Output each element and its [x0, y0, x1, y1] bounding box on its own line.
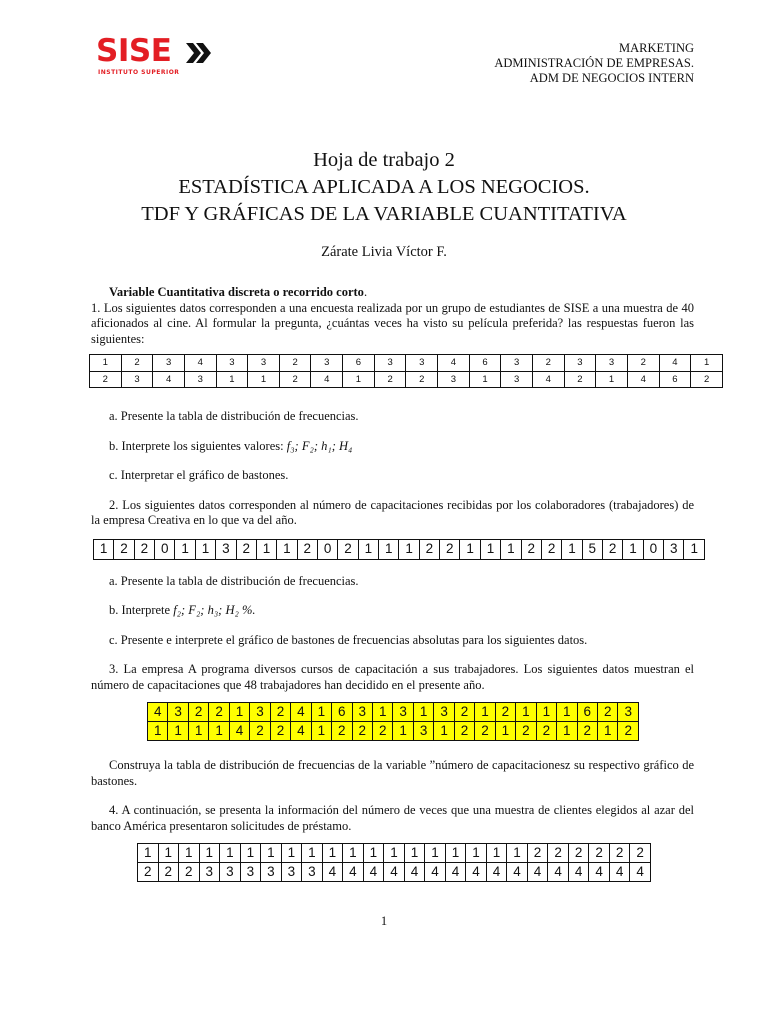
table-cell: 1	[445, 844, 466, 863]
table-cell: 1	[684, 539, 705, 559]
question-1-b	[91, 439, 694, 455]
table-cell: 3	[374, 355, 406, 372]
question-2-b	[91, 603, 694, 619]
table-cell: 2	[597, 703, 617, 722]
table-cell: 4	[466, 863, 487, 882]
table-cell: 1	[507, 844, 528, 863]
table-row	[148, 703, 639, 722]
table-cell: 3	[302, 863, 323, 882]
table-cell: 2	[440, 539, 460, 559]
table-cell: 1	[486, 844, 507, 863]
table-cell: 1	[536, 703, 556, 722]
table-cell: 3	[220, 863, 241, 882]
table-cell: 2	[618, 722, 639, 741]
course-header	[494, 41, 694, 86]
table-cell: 1	[199, 844, 220, 863]
table-cell: 1	[475, 703, 495, 722]
table-cell: 3	[216, 539, 236, 559]
table-cell: 1	[277, 539, 297, 559]
table-cell: 4	[322, 863, 343, 882]
table-cell: 1	[256, 539, 276, 559]
table-cell: 4	[291, 703, 311, 722]
question-2-b-math: f₂; F₂; h₃; H₂ %.	[173, 603, 256, 617]
table-cell: 2	[548, 844, 569, 863]
question-4-text: 4. A continuación, se presenta la información del número de veces que una muestra de clientes elegidos al azar del banco América presentaron solicitudes de préstamo.	[91, 803, 694, 833]
table-cell: 4	[291, 722, 311, 741]
table-cell: 4	[532, 371, 564, 388]
table-cell: 4	[445, 863, 466, 882]
table-cell: 2	[627, 355, 659, 372]
table-row	[148, 722, 639, 741]
table-cell: 2	[332, 722, 352, 741]
table-cell: 0	[317, 539, 337, 559]
question-1-text: 1. Los siguientes datos corresponden a una encuesta realizada por un grupo de estudiantes de SISE a una muestra de 40 aficionados al cine. Al formular la pregunta, ¿cuántas veces ha visto su película preferida? las respuestas fueron las siguientes:	[91, 300, 694, 346]
table-cell: 4	[311, 371, 343, 388]
title-line-3: TDF Y GRÁFICAS DE LA VARIABLE CUANTITATIVA	[141, 203, 627, 225]
question-1-c: c. Interpretar el gráfico de bastones.	[109, 468, 289, 482]
table-cell: 1	[343, 371, 375, 388]
table-cell: 2	[121, 355, 153, 372]
table-cell: 1	[480, 539, 500, 559]
table-cell: 4	[153, 371, 185, 388]
table-cell: 1	[322, 844, 343, 863]
header-line: ADM DE NEGOCIOS INTERN	[529, 71, 694, 85]
table-cell: 1	[460, 539, 480, 559]
table-cell: 2	[691, 371, 723, 388]
table-cell: 1	[195, 539, 215, 559]
table-cell: 3	[501, 355, 533, 372]
table-body	[138, 844, 651, 882]
table-cell: 2	[568, 844, 589, 863]
table-cell: 2	[179, 863, 200, 882]
table-cell: 3	[184, 371, 216, 388]
table-cell: 2	[406, 371, 438, 388]
table-cell: 4	[343, 863, 364, 882]
table-cell: 4	[659, 355, 691, 372]
table-cell: 4	[425, 863, 446, 882]
question-4-table	[137, 843, 651, 882]
table-cell: 1	[90, 355, 122, 372]
table-cell: 1	[516, 703, 536, 722]
table-cell: 4	[384, 863, 405, 882]
table-cell: 3	[352, 703, 372, 722]
table-cell: 1	[596, 371, 628, 388]
table-cell: 2	[236, 539, 256, 559]
table-cell: 4	[627, 371, 659, 388]
table-cell: 2	[297, 539, 317, 559]
table-cell: 1	[158, 844, 179, 863]
table-cell: 4	[589, 863, 610, 882]
table-cell: 2	[602, 539, 622, 559]
table-cell: 1	[399, 539, 419, 559]
table-cell: 4	[527, 863, 548, 882]
table-cell: 3	[618, 703, 639, 722]
table-cell: 2	[90, 371, 122, 388]
table-cell: 4	[507, 863, 528, 882]
table-cell: 3	[596, 355, 628, 372]
table-cell: 1	[240, 844, 261, 863]
table-cell: 4	[404, 863, 425, 882]
table-cell: 1	[404, 844, 425, 863]
logo-wordmark: SISE	[96, 33, 172, 69]
table-cell: 4	[363, 863, 384, 882]
table-cell: 1	[343, 844, 364, 863]
table-body	[148, 703, 639, 741]
table-cell: 2	[516, 722, 536, 741]
table-row	[90, 355, 723, 372]
table-cell: 1	[138, 844, 159, 863]
table-cell: 2	[338, 539, 358, 559]
table-cell: 1	[94, 539, 114, 559]
table-body	[90, 355, 723, 388]
table-cell: 2	[454, 703, 474, 722]
table-cell: 4	[184, 355, 216, 372]
title-line-2: ESTADÍSTICA APLICADA A LOS NEGOCIOS.	[178, 176, 590, 198]
table-cell: 1	[175, 539, 195, 559]
table-cell: 1	[501, 539, 521, 559]
table-cell: 1	[379, 539, 399, 559]
table-cell: 4	[568, 863, 589, 882]
table-cell: 3	[250, 703, 270, 722]
table-cell: 1	[372, 703, 392, 722]
question-3-table	[147, 702, 639, 741]
question-2-text: 2. Los siguientes datos corresponden al número de capacitaciones recibidas por los colaboradores (trabajadores) de la empresa Creativa en lo que va del año.	[91, 497, 694, 527]
table-cell: 2	[279, 371, 311, 388]
table-cell: 1	[413, 703, 433, 722]
title-line-1: Hoja de trabajo 2	[313, 149, 455, 171]
question-2-table	[93, 539, 705, 560]
section-heading: Variable Cuantitativa discreta o recorrido corto.	[109, 285, 368, 299]
table-cell: 1	[597, 722, 617, 741]
table-cell: 3	[564, 355, 596, 372]
question-1-b-text: b. Interprete los siguientes valores:	[109, 438, 287, 453]
table-cell: 3	[413, 722, 433, 741]
question-1-b-math: f₃; F₂; h₁; H₄	[286, 438, 353, 453]
document-title	[0, 147, 768, 261]
table-cell: 2	[372, 722, 392, 741]
page-number: 1	[380, 914, 388, 928]
table-cell: 1	[466, 844, 487, 863]
table-cell: 2	[532, 355, 564, 372]
table-cell: 2	[577, 722, 597, 741]
table-cell: 2	[541, 539, 561, 559]
table-cell: 2	[630, 844, 651, 863]
question-3-instruction: Construya la tabla de distribución de frecuencias de la variable ”número de capacitacionesz su respectivo gráfico de bastones.	[91, 758, 694, 788]
table-cell: 2	[270, 703, 290, 722]
table-cell: 2	[527, 844, 548, 863]
table-cell: 6	[332, 703, 352, 722]
table-cell: 4	[438, 355, 470, 372]
table-cell: 1	[363, 844, 384, 863]
table-cell: 2	[158, 863, 179, 882]
author: Zárate Livia Víctor F.	[321, 244, 447, 260]
table-cell: 1	[469, 371, 501, 388]
table-cell: 4	[229, 722, 249, 741]
table-cell: 3	[281, 863, 302, 882]
question-3-text: 3. La empresa A programa diversos cursos de capacitación a sus trabajadores. Los siguientes datos muestran el número de capacitaciones que 48 trabajadores han decidido en el presente año.	[91, 662, 694, 692]
table-cell: 0	[643, 539, 663, 559]
table-cell: 1	[311, 722, 331, 741]
table-cell: 1	[358, 539, 378, 559]
table-cell: 1	[229, 703, 249, 722]
table-cell: 1	[179, 844, 200, 863]
table-cell: 2	[138, 863, 159, 882]
table-cell: 1	[168, 722, 188, 741]
table-cell: 2	[374, 371, 406, 388]
table-cell: 3	[240, 863, 261, 882]
question-2-c: c. Presente e interprete el gráfico de bastones de frecuencias absolutas para los siguientes datos.	[109, 632, 588, 647]
document-body	[91, 285, 710, 882]
table-cell: 1	[557, 703, 577, 722]
logo-subtitle: INSTITUTO SUPERIOR	[98, 69, 180, 76]
table-cell: 1	[557, 722, 577, 741]
table-cell: 2	[352, 722, 372, 741]
question-2-b-text: b. Interprete	[109, 603, 174, 617]
table-cell: 2	[279, 355, 311, 372]
table-cell: 3	[153, 355, 185, 372]
table-cell: 1	[248, 371, 280, 388]
table-cell: 1	[311, 703, 331, 722]
header-line: ADMINISTRACIÓN DE EMPRESAS.	[494, 56, 694, 70]
table-cell: 1	[220, 844, 241, 863]
table-cell: 4	[548, 863, 569, 882]
header-line: MARKETING	[619, 41, 694, 55]
double-chevron-icon	[184, 40, 214, 66]
table-cell: 6	[659, 371, 691, 388]
table-cell: 1	[393, 722, 413, 741]
table-cell: 3	[261, 863, 282, 882]
table-cell: 3	[216, 355, 248, 372]
table-cell: 2	[250, 722, 270, 741]
table-cell: 3	[393, 703, 413, 722]
table-cell: 1	[495, 722, 515, 741]
table-cell: 6	[469, 355, 501, 372]
table-cell: 2	[475, 722, 495, 741]
table-cell: 3	[248, 355, 280, 372]
sise-logo	[96, 33, 220, 82]
table-cell: 1	[434, 722, 454, 741]
table-cell: 1	[209, 722, 229, 741]
table-cell: 2	[536, 722, 556, 741]
table-cell: 3	[438, 371, 470, 388]
table-cell: 2	[270, 722, 290, 741]
table-cell: 1	[148, 722, 168, 741]
table-cell: 1	[384, 844, 405, 863]
table-cell: 3	[501, 371, 533, 388]
table-cell: 1	[623, 539, 643, 559]
table-cell: 2	[589, 844, 610, 863]
table-cell: 3	[434, 703, 454, 722]
table-cell: 1	[562, 539, 582, 559]
table-cell: 6	[343, 355, 375, 372]
table-cell: 1	[425, 844, 446, 863]
table-cell: 1	[281, 844, 302, 863]
table-cell: 3	[199, 863, 220, 882]
table-cell: 2	[209, 703, 229, 722]
table-cell: 3	[311, 355, 343, 372]
table-cell: 2	[114, 539, 134, 559]
table-cell: 1	[216, 371, 248, 388]
table-cell: 3	[168, 703, 188, 722]
table-cell: 3	[664, 539, 684, 559]
table-cell: 2	[454, 722, 474, 741]
table-cell: 3	[406, 355, 438, 372]
table-cell: 6	[577, 703, 597, 722]
table-cell: 4	[630, 863, 651, 882]
question-2-a: a. Presente la tabla de distribución de frecuencias.	[109, 573, 359, 588]
table-cell: 5	[582, 539, 602, 559]
table-cell: 4	[148, 703, 168, 722]
question-1-table	[89, 354, 723, 388]
table-cell: 2	[564, 371, 596, 388]
table-cell: 4	[486, 863, 507, 882]
table-cell: 4	[609, 863, 630, 882]
table-cell: 2	[495, 703, 515, 722]
table-cell: 1	[691, 355, 723, 372]
table-cell: 2	[521, 539, 541, 559]
table-cell: 2	[188, 703, 208, 722]
table-cell: 1	[188, 722, 208, 741]
table-body	[94, 539, 705, 559]
table-cell: 1	[302, 844, 323, 863]
table-cell: 2	[609, 844, 630, 863]
table-row	[94, 539, 705, 559]
table-row	[138, 844, 651, 863]
table-cell: 1	[261, 844, 282, 863]
section-heading-text: Variable Cuantitativa discreta o recorrido corto	[109, 285, 364, 299]
table-row	[138, 863, 651, 882]
table-cell: 0	[155, 539, 175, 559]
table-cell: 2	[419, 539, 439, 559]
table-cell: 3	[121, 371, 153, 388]
table-cell: 2	[134, 539, 154, 559]
table-row	[90, 371, 723, 388]
question-1-a: a. Presente la tabla de distribución de frecuencias.	[109, 409, 359, 423]
